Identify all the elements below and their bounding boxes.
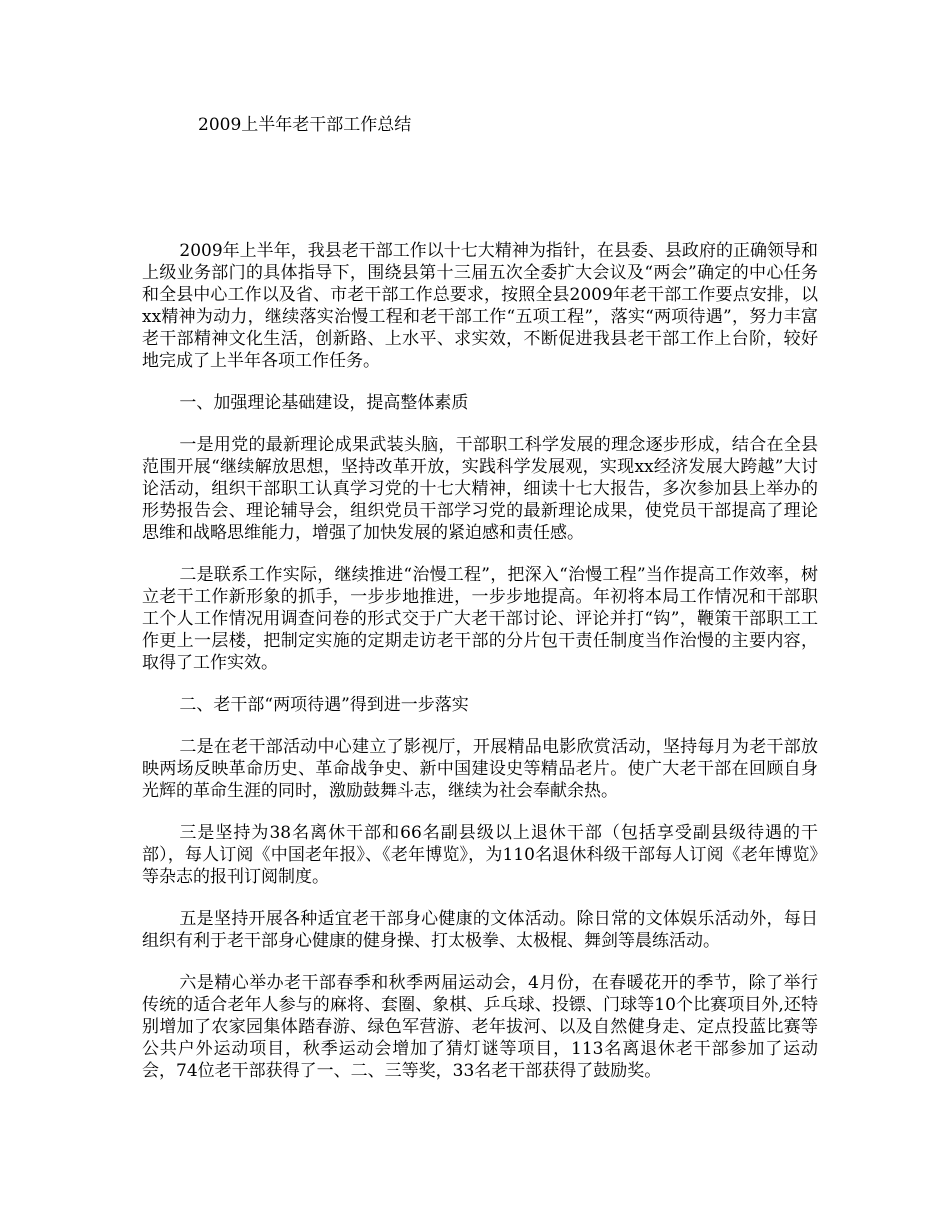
paragraph-sports-meeting: 六是精心举办老干部春季和秋季两届运动会，4月份，在春暖花开的季节，除了举行传统的适合老年人参与的麻将、套圈、象棋、乒乓球、投镖、门球等10个比赛项目外,还特别增加了农家园集体踏春游、绿色军营游、老年拔河、以及自然健身走、定点投蓝比赛等公共户外运动项目，秋季运动会增加了猜灯谜等项目，113名离退休老干部参加了运动会，74位老干部获得了一、二、三等奖，33名老干部获得了鼓励奖。 [142, 973, 818, 1081]
intro-paragraph: 2009年上半年，我县老干部工作以十七大精神为指针，在县委、县政府的正确领导和上级业务部门的具体指导下，围绕县第十三届五次全委扩大会议及“两会”确定的中心任务和全县中心工作以及省、市老干部工作总要求，按照全县2009年老干部工作要点安排，以xx精神为动力，继续落实治慢工程和老干部工作“五项工程”，落实“两项待遇”，努力丰富老干部精神文化生活，创新路、上水平、求实效，不断促进我县老干部工作上台阶，较好地完成了上半年各项工作任务。 [142, 241, 818, 371]
paragraph-theory-study: 一是用党的最新理论成果武装头脑，干部职工科学发展的理念逐步形成，结合在全县范围开展“继续解放思想，坚持改革开放，实践科学发展观，实现xx经济发展大跨越”大讨论活动，组织干部职工认真学习党的十七大精神，细读十七大报告，多次参加县上举办的形势报告会、理论辅导会，组织党员干部学习党的最新理论成果，使党员干部提高了理论思维和战略思维能力，增强了加快发展的紧迫感和责任感。 [142, 435, 818, 543]
paragraph-newspaper-subscription: 三是坚持为38名离休干部和66名副县级以上退休干部（包括享受副县级待遇的干部），每人订阅《中国老年报》、《老年博览》，为110名退休科级干部每人订阅《老年博览》等杂志的报刊订阅制度。 [142, 823, 818, 887]
section-heading-2: 二、老干部“两项待遇”得到进一步落实 [179, 695, 469, 715]
paragraph-sports-activities: 五是坚持开展各种适宜老干部身心健康的文体活动。除日常的文体娱乐活动外，每日组织有利于老干部身心健康的健身操、打太极拳、太极棍、舞剑等晨练活动。 [142, 909, 818, 951]
section-heading-1: 一、加强理论基础建设，提高整体素质 [179, 393, 469, 413]
document-title: 2009上半年老干部工作总结 [198, 115, 412, 135]
paragraph-film-hall: 二是在老干部活动中心建立了影视厅，开展精品电影欣赏活动，坚持每月为老干部放映两场反映革命历史、革命战争史、新中国建设史等精品老片。使广大老干部在回顾自身光辉的革命生涯的同时，激励鼓舞斗志，继续为社会奉献余热。 [142, 737, 818, 801]
document-body [142, 240, 818, 1102]
paragraph-slow-governance: 二是联系工作实际，继续推进“治慢工程”，把深入“治慢工程”当作提高工作效率，树立老干工作新形象的抓手，一步步地推进，一步步地提高。年初将本局工作情况和干部职工个人工作情况用调查问卷的形式交于广大老干部讨论、评论并打“钩”，鞭策干部职工工作更上一层楼，把制定实施的定期走访老干部的分片包干责任制度当作治慢的主要内容，取得了工作实效。 [142, 565, 818, 673]
